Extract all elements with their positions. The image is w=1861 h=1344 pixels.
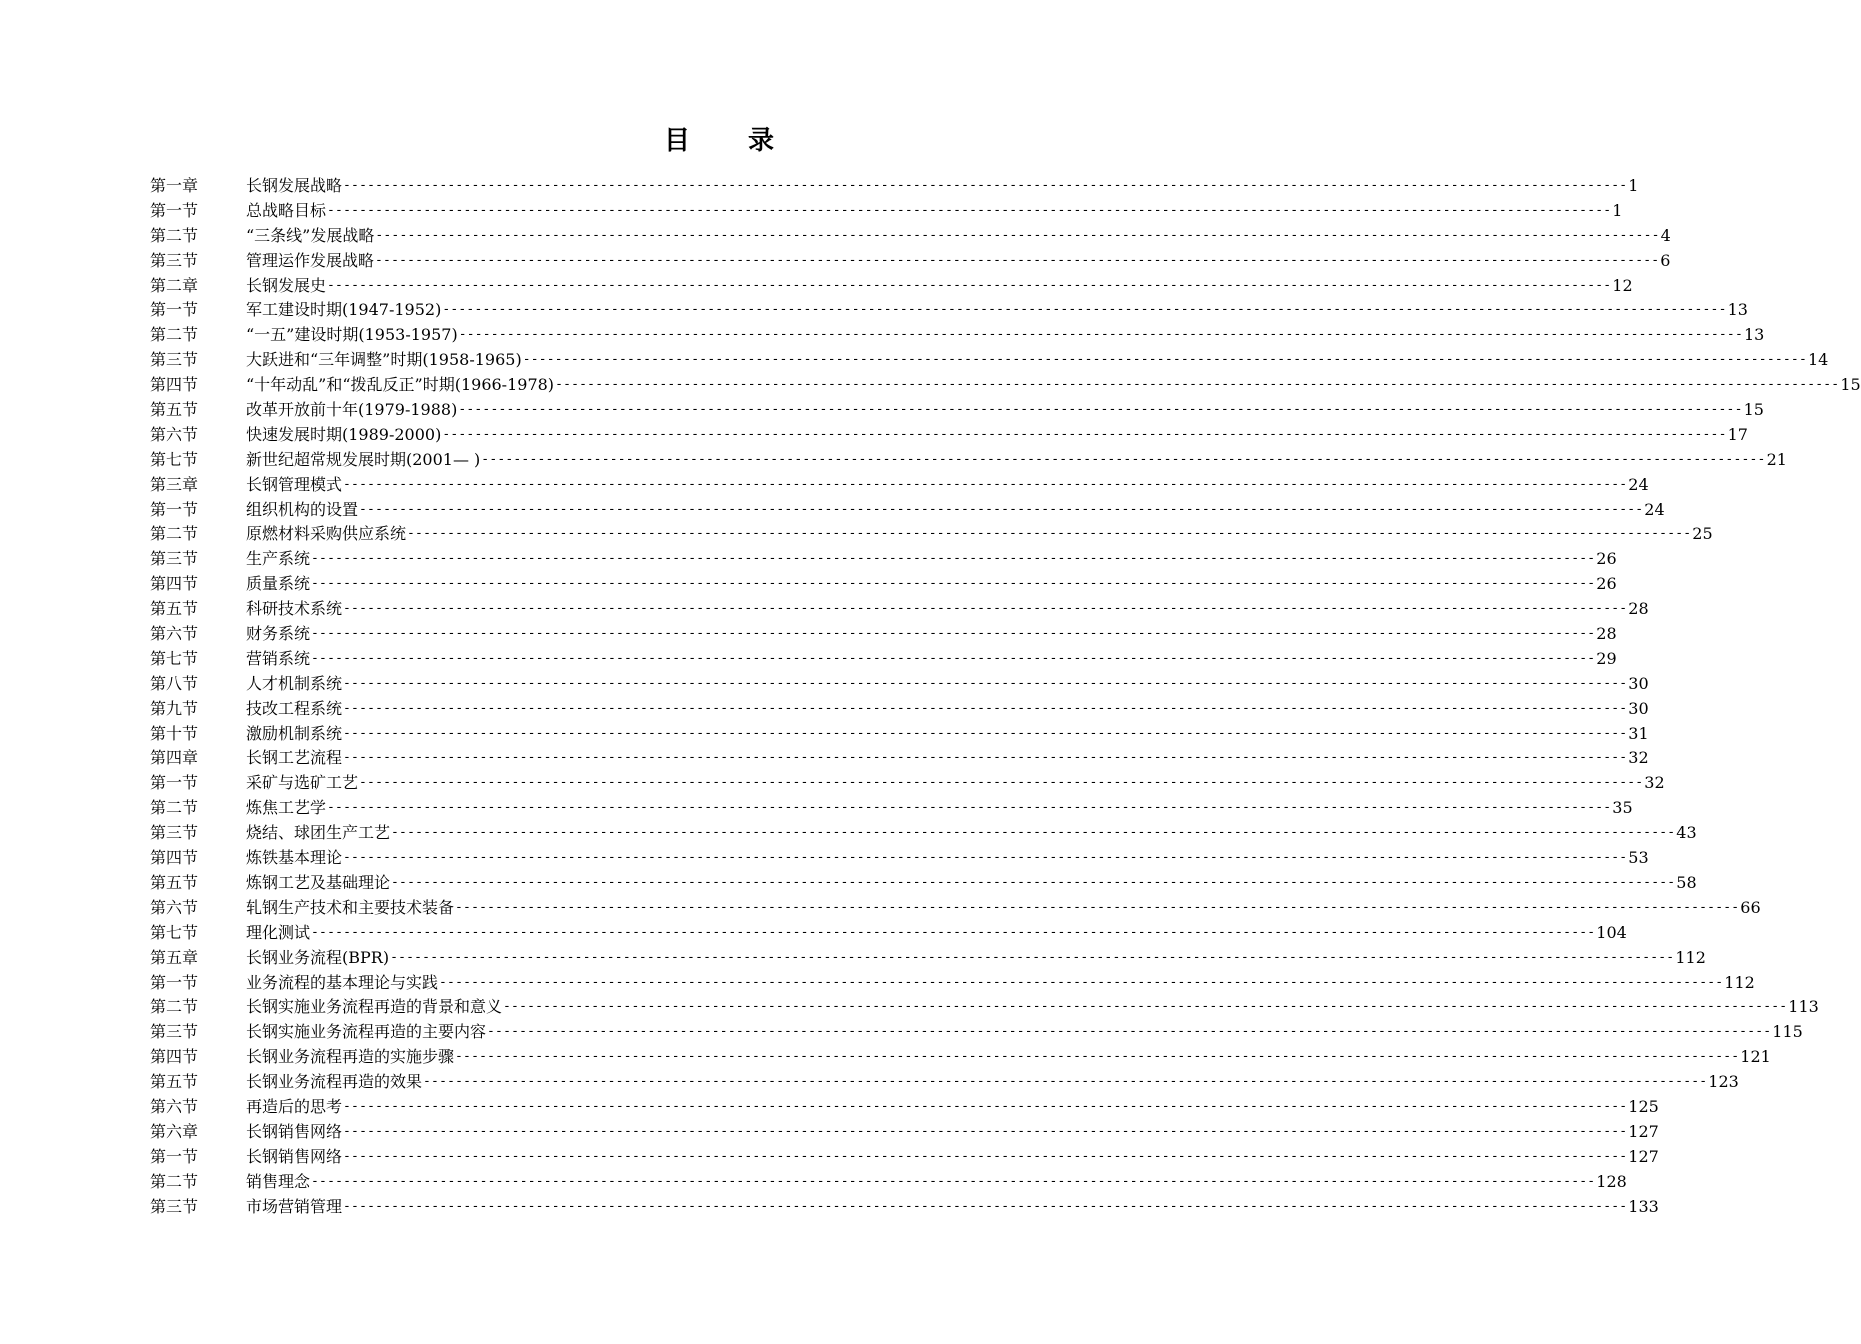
- toc-entry-label: 第六节: [150, 624, 199, 644]
- dot-leader: ----------------------------------------------------------------------------------------------------------------------------------------------------------------: [439, 974, 1724, 990]
- dot-leader: ----------------------------------------------------------------------------------------------------------------------------------------------------------------: [327, 800, 1612, 816]
- toc-entry-label: 第三节: [150, 549, 199, 569]
- toc-entry-label: 第一节: [150, 300, 199, 320]
- toc-entry-title: 长钢实施业务流程再造的主要内容: [246, 1022, 487, 1042]
- dot-leader: ----------------------------------------------------------------------------------------------------------------------------------------------------------------: [407, 526, 1692, 542]
- toc-entry[interactable]: [150, 323, 1765, 348]
- toc-entry-title: 财务系统: [246, 624, 311, 644]
- dot-leader: ----------------------------------------------------------------------------------------------------------------------------------------------------------------: [343, 675, 1628, 691]
- toc-entry-title: 军工建设时期(1947-1952): [246, 300, 442, 320]
- page-title: [664, 118, 774, 158]
- toc-entry-page-number: 13: [1727, 300, 1748, 320]
- dot-leader: ----------------------------------------------------------------------------------------------------------------------------------------------------------------: [343, 1198, 1628, 1214]
- toc-entry-title: 大跃进和“三年调整”时期(1958-1965): [246, 350, 522, 370]
- toc-entry-label: 第四章: [150, 748, 199, 768]
- toc-entry-label: 第七节: [150, 922, 199, 942]
- toc-entry-title: 快速发展时期(1989-2000): [246, 424, 442, 444]
- toc-entry-page-number: 32: [1644, 773, 1665, 793]
- toc-entry-page-number: 1: [1612, 200, 1623, 220]
- toc-entry-title: 炼铁基本理论: [246, 848, 343, 868]
- toc-entry-page-number: 115: [1772, 1022, 1803, 1042]
- dot-leader: ----------------------------------------------------------------------------------------------------------------------------------------------------------------: [375, 227, 1660, 243]
- dot-leader: ----------------------------------------------------------------------------------------------------------------------------------------------------------------: [343, 700, 1628, 716]
- toc-entry-label: 第四节: [150, 375, 199, 395]
- toc-entry-page-number: 112: [1675, 947, 1706, 967]
- toc-entry-page-number: 127: [1628, 1146, 1659, 1166]
- toc-entry[interactable]: [150, 672, 1649, 697]
- toc-entry-label: 第一章: [150, 176, 199, 195]
- dot-leader: ----------------------------------------------------------------------------------------------------------------------------------------------------------------: [343, 1098, 1628, 1114]
- toc-entry-title: 新世纪超常规发展时期(2001— ): [246, 449, 481, 469]
- toc-entry-page-number: 28: [1628, 599, 1649, 619]
- toc-entry[interactable]: [150, 771, 1665, 796]
- toc-entry[interactable]: [150, 1120, 1659, 1145]
- toc-entry-title: 炼钢工艺及基础理论: [246, 872, 391, 892]
- toc-entry[interactable]: [150, 1070, 1739, 1095]
- toc-entry-title: 再造后的思考: [246, 1096, 343, 1116]
- dot-leader: ----------------------------------------------------------------------------------------------------------------------------------------------------------------: [343, 750, 1628, 766]
- toc-entry-page-number: 6: [1660, 250, 1671, 270]
- toc-entry-title: 长钢发展史: [246, 275, 327, 295]
- toc-entry-title: 理化测试: [246, 922, 311, 942]
- toc-entry-title: 炼焦工艺学: [246, 798, 327, 818]
- toc-entry-title: “一五”建设时期(1953-1957): [246, 325, 458, 345]
- toc-entry-title: “十年动乱”和“拨乱反正”时期(1966-1978): [246, 375, 555, 395]
- toc-entry[interactable]: [150, 896, 1761, 921]
- toc-entry[interactable]: [150, 1020, 1803, 1045]
- toc-entry-page-number: 133: [1628, 1196, 1659, 1216]
- toc-entry[interactable]: [150, 522, 1713, 547]
- dot-leader: ----------------------------------------------------------------------------------------------------------------------------------------------------------------: [311, 650, 1596, 666]
- toc-entry-page-number: 31: [1628, 723, 1649, 743]
- toc-entry-label: 第六章: [150, 1121, 199, 1141]
- toc-entry-page-number: 14: [1807, 350, 1829, 370]
- dot-leader: ----------------------------------------------------------------------------------------------------------------------------------------------------------------: [343, 1123, 1628, 1139]
- dot-leader: ----------------------------------------------------------------------------------------------------------------------------------------------------------------: [423, 1074, 1708, 1090]
- toc-entry-label: 第二节: [150, 798, 199, 818]
- toc-entry-label: 第五节: [150, 872, 199, 892]
- dot-leader: ----------------------------------------------------------------------------------------------------------------------------------------------------------------: [343, 1148, 1628, 1164]
- toc-entry-page-number: 25: [1692, 524, 1713, 544]
- dot-leader: ----------------------------------------------------------------------------------------------------------------------------------------------------------------: [327, 202, 1612, 218]
- toc-entry-label: 第五节: [150, 1072, 199, 1092]
- toc-entry-title: 总战略目标: [246, 200, 327, 220]
- dot-leader: ----------------------------------------------------------------------------------------------------------------------------------------------------------------: [327, 277, 1612, 293]
- toc-entry-label: 第五节: [150, 400, 199, 420]
- toc-entry-title: 长钢销售网络: [246, 1121, 343, 1141]
- toc-entry[interactable]: [150, 622, 1617, 647]
- toc-entry-page-number: 13: [1743, 325, 1765, 345]
- toc-entry-page-number: 1: [1628, 176, 1639, 195]
- toc-entry-label: 第十节: [150, 723, 199, 743]
- dot-leader: ----------------------------------------------------------------------------------------------------------------------------------------------------------------: [442, 302, 1727, 318]
- toc-entry-title: 采矿与选矿工艺: [246, 773, 359, 793]
- toc-entry-page-number: 26: [1596, 574, 1617, 594]
- toc-entry-label: 第一节: [150, 773, 199, 793]
- toc-entry[interactable]: [150, 597, 1649, 622]
- dot-leader: ----------------------------------------------------------------------------------------------------------------------------------------------------------------: [391, 874, 1676, 890]
- toc-entry-label: 第五章: [150, 947, 199, 967]
- dot-leader: ----------------------------------------------------------------------------------------------------------------------------------------------------------------: [311, 551, 1596, 567]
- toc-entry-page-number: 128: [1596, 1171, 1627, 1191]
- toc-entry-label: 第三节: [150, 1196, 199, 1216]
- dot-leader: ----------------------------------------------------------------------------------------------------------------------------------------------------------------: [391, 825, 1676, 841]
- toc-entry[interactable]: [150, 995, 1819, 1020]
- toc-entry[interactable]: [150, 547, 1617, 572]
- toc-entry-label: 第五节: [150, 599, 199, 619]
- toc-entry-page-number: 121: [1740, 1047, 1771, 1067]
- toc-entry-label: 第二节: [150, 524, 199, 544]
- toc-entry-title: 长钢管理模式: [246, 474, 343, 494]
- toc-entry-title: 销售理念: [246, 1171, 311, 1191]
- toc-entry[interactable]: [150, 921, 1627, 946]
- dot-leader: ----------------------------------------------------------------------------------------------------------------------------------------------------------------: [522, 352, 1807, 368]
- toc-entry-label: 第六节: [150, 424, 199, 444]
- toc-entry-label: 第一节: [150, 1146, 199, 1166]
- toc-entry-page-number: 125: [1628, 1096, 1659, 1116]
- toc-entry[interactable]: [150, 274, 1633, 299]
- toc-entry-label: 第三节: [150, 823, 199, 843]
- toc-entry-title: 长钢业务流程(BPR): [246, 947, 390, 967]
- toc-entry[interactable]: [150, 1170, 1627, 1195]
- toc-entry-title: 管理运作发展战略: [246, 250, 375, 270]
- toc-entry-label: 第七节: [150, 648, 199, 668]
- toc-entry[interactable]: [150, 348, 1829, 373]
- toc-entry[interactable]: [150, 821, 1697, 846]
- dot-leader: ----------------------------------------------------------------------------------------------------------------------------------------------------------------: [503, 999, 1788, 1015]
- toc-entry[interactable]: [150, 448, 1787, 473]
- toc-entry-label: 第三节: [150, 350, 199, 370]
- dot-leader: ----------------------------------------------------------------------------------------------------------------------------------------------------------------: [311, 1173, 1596, 1189]
- toc-entry[interactable]: [150, 373, 1861, 398]
- toc-entry-title: 长钢实施业务流程再造的背景和意义: [246, 997, 503, 1017]
- toc-entry-page-number: 30: [1628, 673, 1649, 693]
- toc-entry-page-number: 24: [1644, 499, 1665, 519]
- toc-entry-title: 长钢业务流程再造的效果: [246, 1072, 423, 1092]
- toc-entry-title: 科研技术系统: [246, 599, 343, 619]
- toc-entry-title: 生产系统: [246, 549, 311, 569]
- toc-entry-title: 技改工程系统: [246, 698, 343, 718]
- toc-entry-title: 人才机制系统: [246, 673, 343, 693]
- toc-entry-page-number: 112: [1724, 972, 1755, 992]
- toc-entry[interactable]: [150, 423, 1748, 448]
- toc-entry[interactable]: [150, 697, 1649, 722]
- toc-entry-title: 业务流程的基本理论与实践: [246, 972, 439, 992]
- toc-entry[interactable]: [150, 298, 1748, 323]
- toc-entry-title: 质量系统: [246, 574, 311, 594]
- toc-entry-page-number: 58: [1676, 872, 1697, 892]
- toc-entry-page-number: 32: [1628, 748, 1649, 768]
- toc-entry-page-number: 123: [1708, 1072, 1739, 1092]
- toc-entry-title: 长钢发展战略: [246, 176, 343, 195]
- toc-entry-title: 原燃材料采购供应系统: [246, 524, 407, 544]
- toc-entry[interactable]: [150, 722, 1649, 747]
- toc-entry-title: “三条线”发展战略: [246, 225, 375, 245]
- dot-leader: ----------------------------------------------------------------------------------------------------------------------------------------------------------------: [458, 402, 1743, 418]
- toc-entry[interactable]: [150, 746, 1649, 771]
- toc-entry-title: 激励机制系统: [246, 723, 343, 743]
- toc-entry-page-number: 12: [1612, 275, 1633, 295]
- dot-leader: ----------------------------------------------------------------------------------------------------------------------------------------------------------------: [455, 1049, 1740, 1065]
- toc-entry-label: 第一节: [150, 972, 199, 992]
- toc-entry-title: 长钢业务流程再造的实施步骤: [246, 1047, 455, 1067]
- dot-leader: ----------------------------------------------------------------------------------------------------------------------------------------------------------------: [555, 377, 1840, 393]
- toc-entry-label: 第三章: [150, 474, 199, 494]
- toc-entry-title: 长钢工艺流程: [246, 748, 343, 768]
- toc-entry-label: 第九节: [150, 698, 199, 718]
- toc-entry-label: 第二节: [150, 1171, 199, 1191]
- toc-entry-label: 第四节: [150, 574, 199, 594]
- title-char-right: 录: [747, 125, 774, 156]
- toc-entry[interactable]: [150, 647, 1617, 672]
- title-char-left: 目: [664, 125, 691, 156]
- dot-leader: ----------------------------------------------------------------------------------------------------------------------------------------------------------------: [343, 850, 1628, 866]
- toc-entry[interactable]: [150, 199, 1623, 224]
- toc-entry-page-number: 24: [1628, 474, 1649, 494]
- toc-entry-page-number: 35: [1612, 798, 1633, 818]
- toc-entry-page-number: 28: [1596, 624, 1617, 644]
- toc-entry[interactable]: [150, 846, 1649, 871]
- toc-entry[interactable]: [150, 174, 1639, 199]
- toc-entry-page-number: 17: [1727, 424, 1748, 444]
- dot-leader: ----------------------------------------------------------------------------------------------------------------------------------------------------------------: [455, 899, 1740, 915]
- toc-entry-label: 第七节: [150, 449, 199, 469]
- toc-entry-title: 营销系统: [246, 648, 311, 668]
- toc-entry-page-number: 53: [1628, 848, 1649, 868]
- toc-entry-label: 第三节: [150, 250, 199, 270]
- toc-entry-page-number: 21: [1766, 449, 1787, 469]
- toc-entry[interactable]: [150, 498, 1665, 523]
- dot-leader: ----------------------------------------------------------------------------------------------------------------------------------------------------------------: [458, 327, 1743, 343]
- dot-leader: ----------------------------------------------------------------------------------------------------------------------------------------------------------------: [442, 426, 1727, 442]
- toc-entry-page-number: 15: [1743, 400, 1764, 420]
- toc-entry[interactable]: [150, 971, 1755, 996]
- toc-entry[interactable]: [150, 871, 1697, 896]
- dot-leader: ----------------------------------------------------------------------------------------------------------------------------------------------------------------: [311, 924, 1596, 940]
- dot-leader: ----------------------------------------------------------------------------------------------------------------------------------------------------------------: [359, 501, 1644, 517]
- toc-entry[interactable]: [150, 473, 1649, 498]
- dot-leader: ----------------------------------------------------------------------------------------------------------------------------------------------------------------: [311, 626, 1596, 642]
- toc-entry-title: 组织机构的设置: [246, 499, 359, 519]
- toc-entry-page-number: 29: [1596, 648, 1617, 668]
- dot-leader: ----------------------------------------------------------------------------------------------------------------------------------------------------------------: [375, 252, 1660, 268]
- toc-entry[interactable]: [150, 1145, 1659, 1170]
- toc-entry-title: 长钢销售网络: [246, 1146, 343, 1166]
- toc-entry[interactable]: [150, 572, 1617, 597]
- dot-leader: ----------------------------------------------------------------------------------------------------------------------------------------------------------------: [487, 1024, 1772, 1040]
- toc-entry[interactable]: [150, 1195, 1659, 1220]
- toc-entry-page-number: 43: [1676, 823, 1697, 843]
- toc-entry-label: 第六节: [150, 897, 199, 917]
- toc-entry-label: 第三节: [150, 1022, 199, 1042]
- dot-leader: ----------------------------------------------------------------------------------------------------------------------------------------------------------------: [343, 601, 1628, 617]
- toc-entry-label: 第四节: [150, 1047, 199, 1067]
- toc-entry[interactable]: [150, 224, 1671, 249]
- toc-entry-page-number: 127: [1628, 1121, 1659, 1141]
- toc-entry[interactable]: [150, 398, 1764, 423]
- toc-entry-label: 第六节: [150, 1096, 199, 1116]
- toc-entry-label: 第二章: [150, 275, 199, 295]
- dot-leader: ----------------------------------------------------------------------------------------------------------------------------------------------------------------: [390, 949, 1675, 965]
- toc-entry[interactable]: [150, 946, 1706, 971]
- toc-entry-label: 第一节: [150, 200, 199, 220]
- toc-entry-page-number: 113: [1788, 997, 1819, 1017]
- dot-leader: ----------------------------------------------------------------------------------------------------------------------------------------------------------------: [481, 451, 1766, 467]
- toc-entry-page-number: 66: [1740, 897, 1761, 917]
- toc-entry-title: 市场营销管理: [246, 1196, 343, 1216]
- table-of-contents: [150, 174, 1861, 1219]
- toc-entry-label: 第八节: [150, 673, 199, 693]
- toc-entry-page-number: 15: [1840, 375, 1861, 395]
- toc-entry-title: 改革开放前十年(1979-1988): [246, 400, 458, 420]
- dot-leader: ----------------------------------------------------------------------------------------------------------------------------------------------------------------: [311, 576, 1596, 592]
- toc-entry-page-number: 4: [1660, 225, 1671, 245]
- dot-leader: ----------------------------------------------------------------------------------------------------------------------------------------------------------------: [343, 178, 1628, 193]
- toc-entry-label: 第二节: [150, 997, 199, 1017]
- dot-leader: ----------------------------------------------------------------------------------------------------------------------------------------------------------------: [343, 476, 1628, 492]
- toc-entry-title: 轧钢生产技术和主要技术装备: [246, 897, 455, 917]
- toc-entry-label: 第四节: [150, 848, 199, 868]
- toc-entry[interactable]: [150, 1095, 1659, 1120]
- dot-leader: ----------------------------------------------------------------------------------------------------------------------------------------------------------------: [343, 725, 1628, 741]
- toc-entry-page-number: 104: [1596, 922, 1627, 942]
- toc-entry-label: 第一节: [150, 499, 199, 519]
- toc-entry[interactable]: [150, 796, 1633, 821]
- toc-entry[interactable]: [150, 249, 1671, 274]
- toc-entry-label: 第二节: [150, 325, 199, 345]
- toc-entry-label: 第二节: [150, 225, 199, 245]
- toc-entry-page-number: 30: [1628, 698, 1649, 718]
- toc-entry-title: 烧结、球团生产工艺: [246, 823, 391, 843]
- toc-entry-page-number: 26: [1596, 549, 1617, 569]
- toc-entry[interactable]: [150, 1045, 1771, 1070]
- dot-leader: ----------------------------------------------------------------------------------------------------------------------------------------------------------------: [359, 775, 1644, 791]
